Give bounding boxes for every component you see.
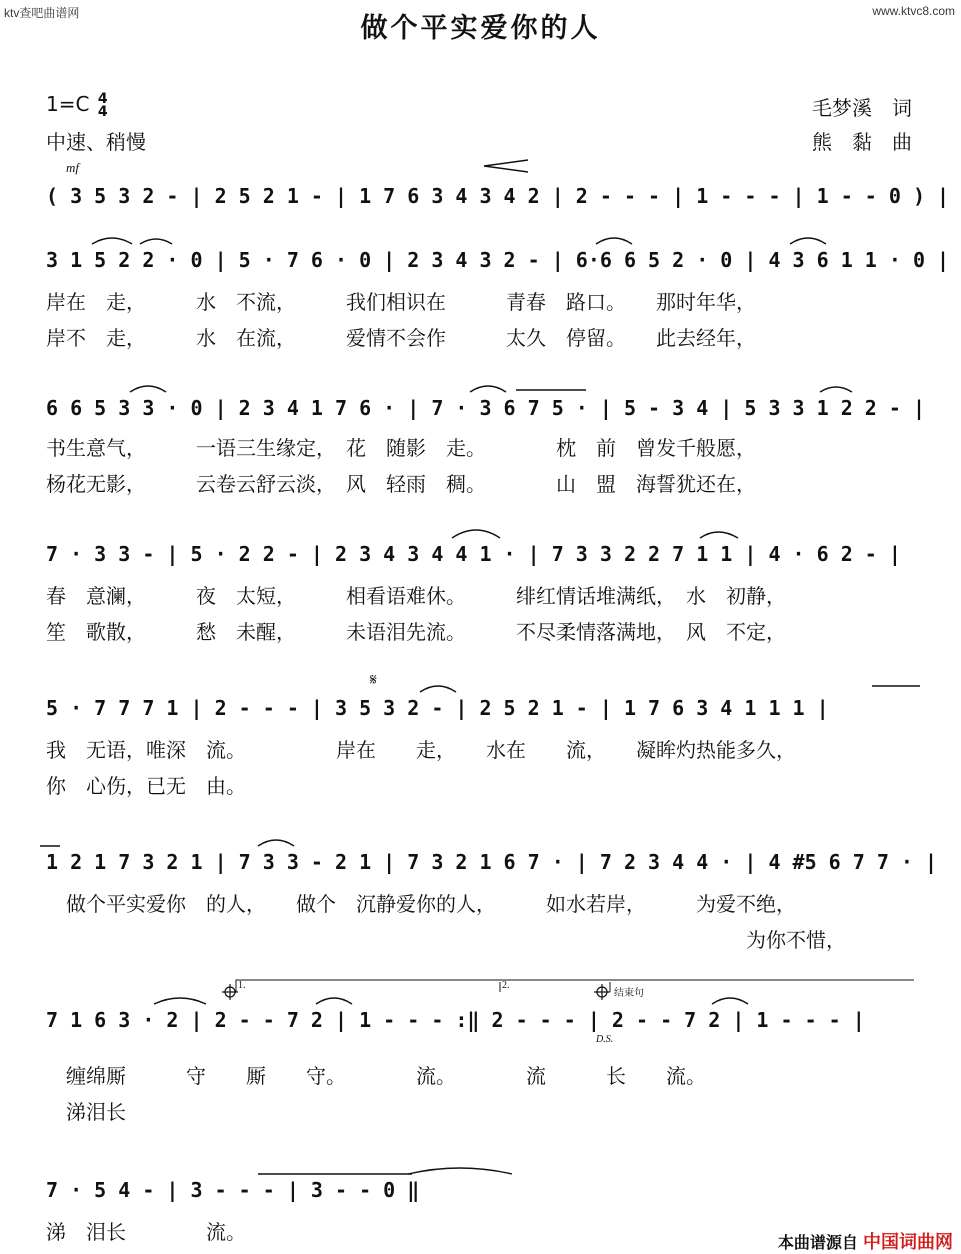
volta-second-label: 2. xyxy=(502,980,510,991)
notation-row-2: 3 1 5 2 2 · 0 | 5 · 7 6 · 0 | 2 3 4 3 2 - | 6·6 6 5 2 · 0 | 4 3 6 1 1 · 0 | xyxy=(46,248,950,272)
slur-mark xyxy=(130,386,166,392)
lyric-row-7-verse-1: 缠绵厮 守 厮 守。 流。 流 长 流。 xyxy=(46,1064,706,1088)
lyric-row-3-verse-1: 书生意气， 一语三生缘定， 花 随影 走。 枕 前 曾发千般愿， xyxy=(46,436,756,460)
lyric-row-6-verse-1: 做个平实爱你 的人， 做个 沉静爱你的人， 如水若岸， 为爱不绝， xyxy=(46,892,796,916)
slur-mark xyxy=(700,532,738,538)
segno-sign: 𝄋 xyxy=(370,670,377,689)
tempo-marking: 中速、稍慢 xyxy=(46,130,146,154)
slur-mark xyxy=(470,386,506,392)
lyric-row-6-verse-2: 为你不惜， xyxy=(46,928,846,952)
lyric-row-2-verse-1: 岸在 走， 水 不流， 我们相识在 青春 路口。 那时年华， xyxy=(46,290,756,314)
slur-mark xyxy=(712,998,748,1004)
notation-row-7: 7 1 6 3 · 2 | 2 - - 7 2 | 1 - - - :‖ 2 - - - | 2 - - 7 2 | 1 - - - | xyxy=(46,1008,865,1032)
notation-row-6: 1 2 1 7 3 2 1 | 7 3 3 - 2 1 | 7 3 2 1 6 7 · | 7 2 3 4 4 · | 4 #5 6 7 7 · | xyxy=(46,850,938,874)
slur-mark xyxy=(420,686,456,692)
lyricist-credit: 毛梦溪 词 xyxy=(812,96,912,120)
footer-site: 中国词曲网 xyxy=(863,1232,953,1253)
key-label: 1=C xyxy=(46,92,90,116)
volta-bracket xyxy=(236,980,914,992)
lyric-row-2-verse-2: 岸不 走， 水 在流， 爱情不会作 太久 停留。 此去经年， xyxy=(46,326,756,350)
time-bottom: 4 xyxy=(97,103,108,120)
dynamic-marking: mf xyxy=(66,160,79,175)
lyric-row-5-verse-2: 你 心伤，已无 由。 xyxy=(46,774,246,798)
volta-first-label: 1. xyxy=(238,980,246,991)
slur-mark xyxy=(140,239,172,244)
slur-mark xyxy=(258,840,294,846)
lyric-row-8-verse-1: 涕 泪长 流。 xyxy=(46,1220,246,1244)
ending-label: 结束句 xyxy=(614,988,644,999)
song-title: 做个平实爱你的人 xyxy=(360,13,601,44)
dal-segno-label: D.S. xyxy=(596,1034,614,1045)
slur-mark xyxy=(92,238,132,244)
slur-mark xyxy=(790,238,826,244)
decrescendo-hairpin xyxy=(484,160,528,172)
slur-mark xyxy=(316,998,352,1004)
slur-mark xyxy=(452,530,500,538)
lyric-row-4-verse-1: 春 意澜， 夜 太短， 相看语难休。 绯红情话堆满纸， 水 初静， xyxy=(46,584,786,608)
lyric-row-7-verse-2: 涕泪长 xyxy=(46,1100,126,1124)
notation-row-1: ( 3 5 3 2 - | 2 5 2 1 - | 1 7 6 3 4 3 4 2 | 2 - - - | 1 - - - | 1 - - 0 ) | xyxy=(46,184,950,208)
lyric-row-5-verse-1: 我 无语，唯深 流。 岸在 走， 水在 流， 凝眸灼热能多久， xyxy=(46,738,796,762)
slur-mark xyxy=(408,1168,512,1174)
coda-sign xyxy=(594,984,610,1000)
watermark-right: www.ktvc8.com xyxy=(872,4,955,18)
notation-row-3: 6 6 5 3 3 · 0 | 2 3 4 1 7 6 · | 7 · 3 6 7 5 · | 5 - 3 4 | 5 3 3 1 2 2 - | xyxy=(46,396,925,420)
slur-mark xyxy=(820,387,852,392)
slur-mark xyxy=(596,238,632,244)
notation-row-4: 7 · 3 3 - | 5 · 2 2 - | 2 3 4 3 4 4 1 · | 7 3 3 2 2 7 1 1 | 4 · 6 2 - | xyxy=(46,542,901,566)
lyric-row-3-verse-2: 杨花无影， 云卷云舒云淡， 风 轻雨 稠。 山 盟 海誓犹还在， xyxy=(46,472,756,496)
watermark-left: ktv查吧曲谱网 xyxy=(4,6,80,20)
slur-mark xyxy=(154,998,206,1004)
footer-source: 本曲谱源自 xyxy=(777,1233,858,1252)
time-top: 4 xyxy=(97,90,108,107)
notation-row-5: 5 · 7 7 7 1 | 2 - - - | 3 5 3 2 - | 2 5 2 1 - | 1 7 6 3 4 1 1 1 | xyxy=(46,696,829,720)
composer-credit: 熊 黏 曲 xyxy=(812,130,912,154)
lyric-row-4-verse-2: 笙 歌散， 愁 未醒， 未语泪先流。 不尽柔情落满地， 风 不定， xyxy=(46,620,786,644)
notation-row-8: 7 · 5 4 - | 3 - - - | 3 - - 0 ‖ xyxy=(46,1178,420,1202)
